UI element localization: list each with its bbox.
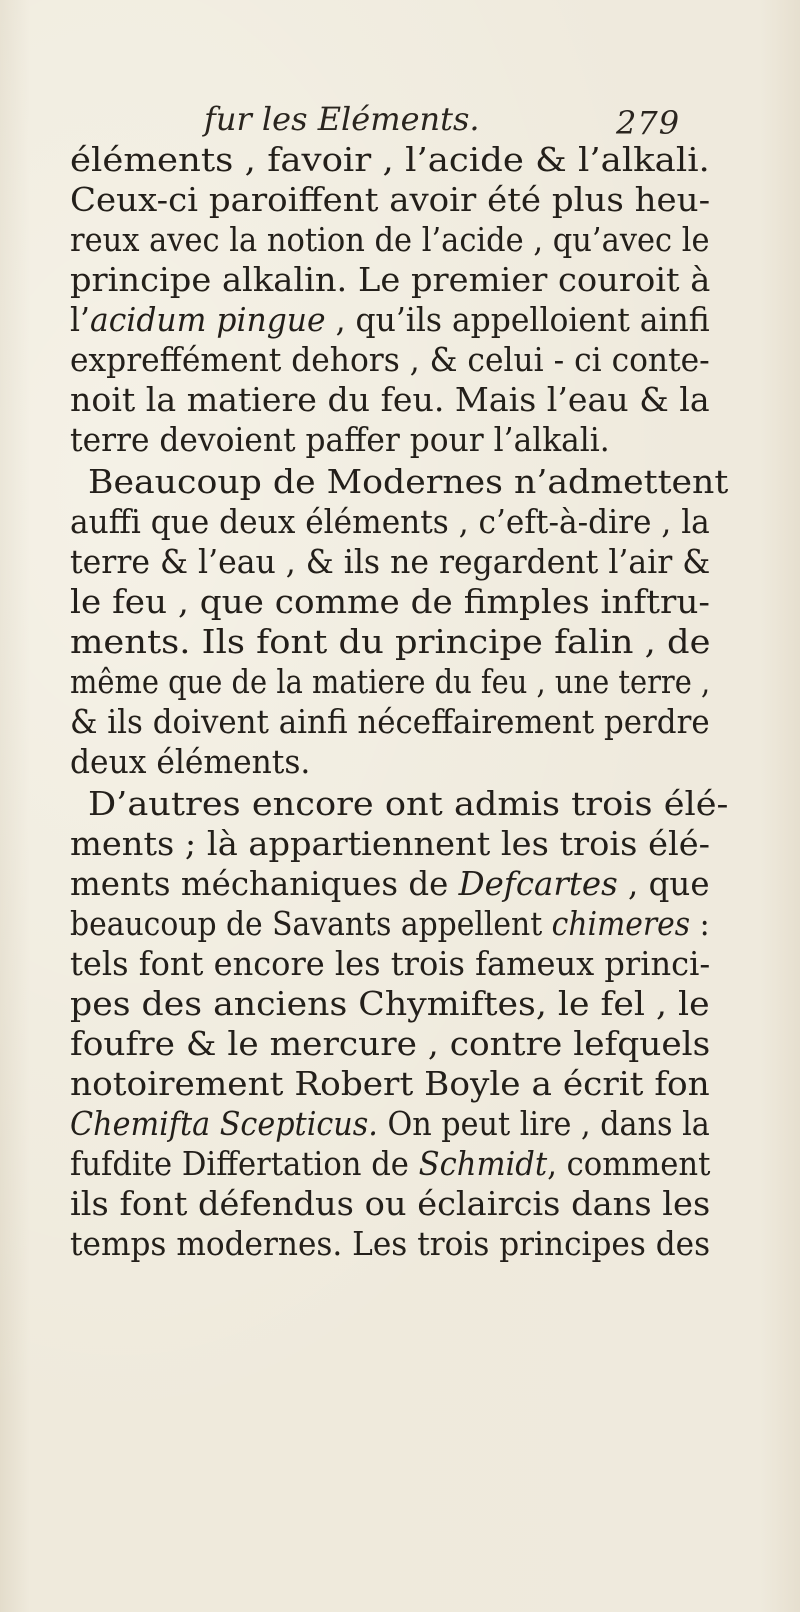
text-segment: Ceux-ci paroiffent avoir été plus heu- bbox=[70, 180, 711, 219]
italic-segment: chimeres bbox=[551, 904, 691, 943]
italic-segment: Schmidt bbox=[418, 1144, 548, 1183]
italic-segment: acidum pingue bbox=[90, 300, 326, 339]
text-segment: D’autres encore ont admis trois élé- bbox=[88, 784, 729, 823]
text-line bbox=[70, 542, 710, 582]
text-segment: ments ; là appartiennent les trois élé- bbox=[70, 824, 710, 863]
text-line bbox=[70, 622, 710, 662]
text-segment: deux éléments. bbox=[70, 742, 311, 781]
text-segment: , qu’ils appelloient ainfi bbox=[325, 300, 710, 339]
text-segment: temps modernes. Les trois principes des bbox=[70, 1224, 711, 1263]
text-segment: ils font défendus ou éclaircis dans les bbox=[70, 1184, 711, 1223]
text-segment: notoirement Robert Boyle a écrit fon bbox=[70, 1064, 710, 1103]
text-segment: reux avec la notion de l’acide , qu’avec le bbox=[70, 220, 710, 259]
italic-segment: Chemifta Scepticus. bbox=[70, 1104, 378, 1143]
text-line bbox=[70, 904, 710, 944]
text-segment: Beaucoup de Modernes n’admettent bbox=[88, 462, 729, 501]
text-segment: foufre & le mercure , contre lefquels bbox=[70, 1024, 711, 1063]
text-line bbox=[70, 824, 710, 864]
page-number: 279 bbox=[616, 104, 681, 142]
text-segment: : bbox=[690, 904, 710, 943]
text-line bbox=[70, 180, 710, 220]
text-line bbox=[70, 420, 610, 460]
text-line bbox=[70, 1184, 710, 1224]
text-line bbox=[70, 1224, 710, 1264]
text-segment: , que bbox=[617, 864, 710, 903]
text-line bbox=[70, 140, 710, 180]
text-segment: On peut lire , dans la bbox=[377, 1104, 710, 1143]
text-segment: noit la matiere du feu. Mais l’eau & la bbox=[70, 380, 710, 419]
text-segment: , comment bbox=[547, 1144, 711, 1183]
text-line bbox=[70, 300, 710, 340]
text-line bbox=[70, 582, 710, 622]
running-title: fur les Eléments. bbox=[204, 100, 480, 138]
text-line bbox=[70, 864, 710, 904]
text-line bbox=[70, 702, 710, 742]
text-line bbox=[70, 1024, 710, 1064]
text-segment: le feu , que comme de fimples inftru- bbox=[70, 582, 710, 621]
text-segment: & ils doivent ainfi néceffairement perdre bbox=[70, 702, 710, 741]
text-line bbox=[70, 340, 710, 380]
text-line bbox=[88, 462, 728, 502]
text-line bbox=[70, 220, 710, 260]
text-segment: éléments , favoir , l’acide & l’alkali. bbox=[70, 140, 710, 179]
text-segment: principe alkalin. Le premier couroit à bbox=[70, 260, 711, 299]
text-segment: tels font encore les trois fameux princi- bbox=[70, 944, 711, 983]
italic-segment: Defcartes bbox=[458, 864, 618, 903]
text-line bbox=[70, 742, 310, 782]
text-segment: ments. Ils font du principe falin , de bbox=[70, 622, 711, 661]
text-segment: fufdite Differtation de bbox=[70, 1144, 419, 1183]
text-line bbox=[70, 1064, 710, 1104]
text-line bbox=[70, 260, 710, 300]
text-line bbox=[88, 784, 728, 824]
text-line bbox=[70, 502, 710, 542]
text-segment: auffi que deux éléments , c’eft-à-dire , la bbox=[70, 502, 710, 541]
text-segment: pes des anciens Chymiftes, le fel , le bbox=[70, 984, 710, 1023]
text-line bbox=[70, 944, 710, 984]
text-segment: ments méchaniques de bbox=[70, 864, 459, 903]
text-line bbox=[70, 662, 710, 702]
text-segment: expreffément dehors , & celui - ci conte- bbox=[70, 340, 710, 379]
text-segment: terre & l’eau , & ils ne regardent l’air & bbox=[70, 542, 711, 581]
text-line bbox=[70, 380, 710, 420]
text-line bbox=[70, 1144, 710, 1184]
text-segment: même que de la matiere du feu , une terre , bbox=[70, 662, 711, 701]
text-segment: beaucoup de Savants appellent bbox=[70, 904, 552, 943]
text-segment: terre devoient paffer pour l’alkali. bbox=[70, 420, 610, 459]
text-segment: l’ bbox=[70, 300, 91, 339]
text-line bbox=[70, 984, 710, 1024]
text-line bbox=[70, 1104, 710, 1144]
